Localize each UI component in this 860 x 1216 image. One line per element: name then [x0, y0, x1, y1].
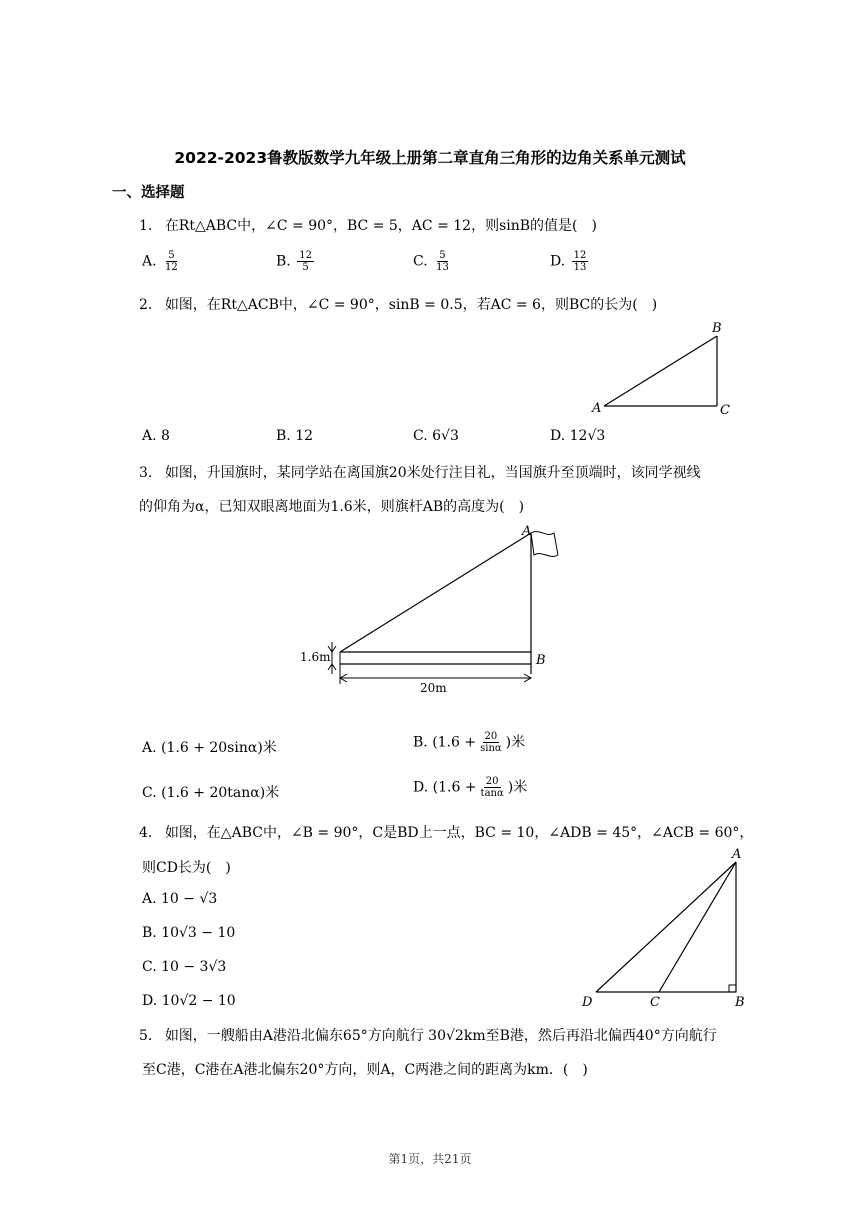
question-5-line1: 5. 如图，一艘船由A港沿北偏东65°方向航行 30√2km至B港，然后再沿北偏西40°方向航行 [139, 1028, 717, 1044]
q1-option-b: B. $\frac{12}{5}$ [276, 250, 312, 273]
q4-label-b: B [735, 995, 745, 1010]
question-2-stem: 如图，在Rt△ACB中，∠C = 90°，sinB = 0.5，若AC = 6，则BC的长为( ) [164, 297, 658, 313]
q3-height-label: 1.6m [300, 650, 331, 664]
q4-label-d: D [582, 995, 593, 1010]
page-footer: 第1页，共21页 [388, 1152, 472, 1166]
q1-option-a: A. $\frac{5}{12}$ [142, 250, 178, 273]
q2-option-c: C. 6√3 [413, 428, 459, 444]
q3-option-b: B. (1.6 + $\frac{20}{\sin\alpha}$ )米 [413, 731, 526, 754]
q4-option-b: B. 10√3 − 10 [142, 925, 236, 941]
q4-triangle-figure [578, 846, 758, 1012]
question-5-number: 5. [139, 1028, 153, 1044]
question-3-line1: 3. 如图，升国旗时，某同学站在离国旗20米处行注目礼，当国旗升至顶端时，该同学视线 [139, 465, 701, 481]
q1-option-d: D. $\frac{12}{13}$ [550, 250, 587, 273]
question-1-stem: 在Rt△ABC中，∠C = 90°，BC = 5，AC = 12，则sinB的值是( ) [164, 218, 597, 234]
q3-option-a: A. (1.6 + 20sinα)米 [142, 740, 277, 756]
q4-option-d: D. 10√2 − 10 [142, 993, 236, 1009]
q3-label-b: B [536, 653, 546, 668]
q3-distance-label: 20m [420, 681, 447, 692]
question-5-line2: 至C港，C港在A港北偏东20°方向，则A，C两港之间的距离为km．( ) [142, 1062, 588, 1078]
question-4-line2: 则CD长为( ) [142, 860, 231, 876]
question-2 [139, 294, 657, 314]
q2-label-a: A [592, 401, 602, 416]
q2-label-b: B [712, 321, 722, 336]
q1-option-c: C. $\frac{5}{13}$ [413, 250, 449, 273]
q4-label-c: C [650, 995, 660, 1010]
q2-triangle-figure [586, 318, 736, 420]
q3-option-d: D. (1.6 + $\frac{20}{\tan\alpha}$ )米 [413, 776, 528, 799]
q2-option-d: D. 12√3 [550, 428, 606, 444]
question-1 [139, 215, 597, 235]
q4-label-a: A [732, 847, 742, 862]
q2-option-a: A. 8 [142, 428, 170, 444]
question-4-number: 4. [139, 825, 153, 841]
q2-label-c: C [720, 403, 730, 418]
q4-option-a: A. 10 − √3 [142, 891, 218, 907]
page-title: 2022-2023鲁教版数学九年级上册第二章直角三角形的边角关系单元测试 [174, 149, 686, 167]
section-heading: 一、选择题 [112, 185, 185, 201]
question-2-number: 2. [139, 297, 153, 313]
q3-option-c: C. (1.6 + 20tanα)米 [142, 785, 280, 801]
question-4-line1: 4. 如图，在△ABC中，∠B = 90°，C是BD上一点，BC = 10，∠ADB = 45°，∠ACB = 60°， [139, 825, 754, 841]
question-1-number: 1. [139, 218, 153, 234]
q2-option-b: B. 12 [276, 428, 314, 444]
question-3-number: 3. [139, 465, 153, 481]
q3-label-a: A [522, 524, 532, 539]
q4-option-c: C. 10 − 3√3 [142, 959, 227, 975]
question-3-line2: 的仰角为α，已知双眼离地面为1.6米，则旗杆AB的高度为( ) [139, 499, 525, 515]
q3-flagpole-figure [296, 522, 566, 692]
